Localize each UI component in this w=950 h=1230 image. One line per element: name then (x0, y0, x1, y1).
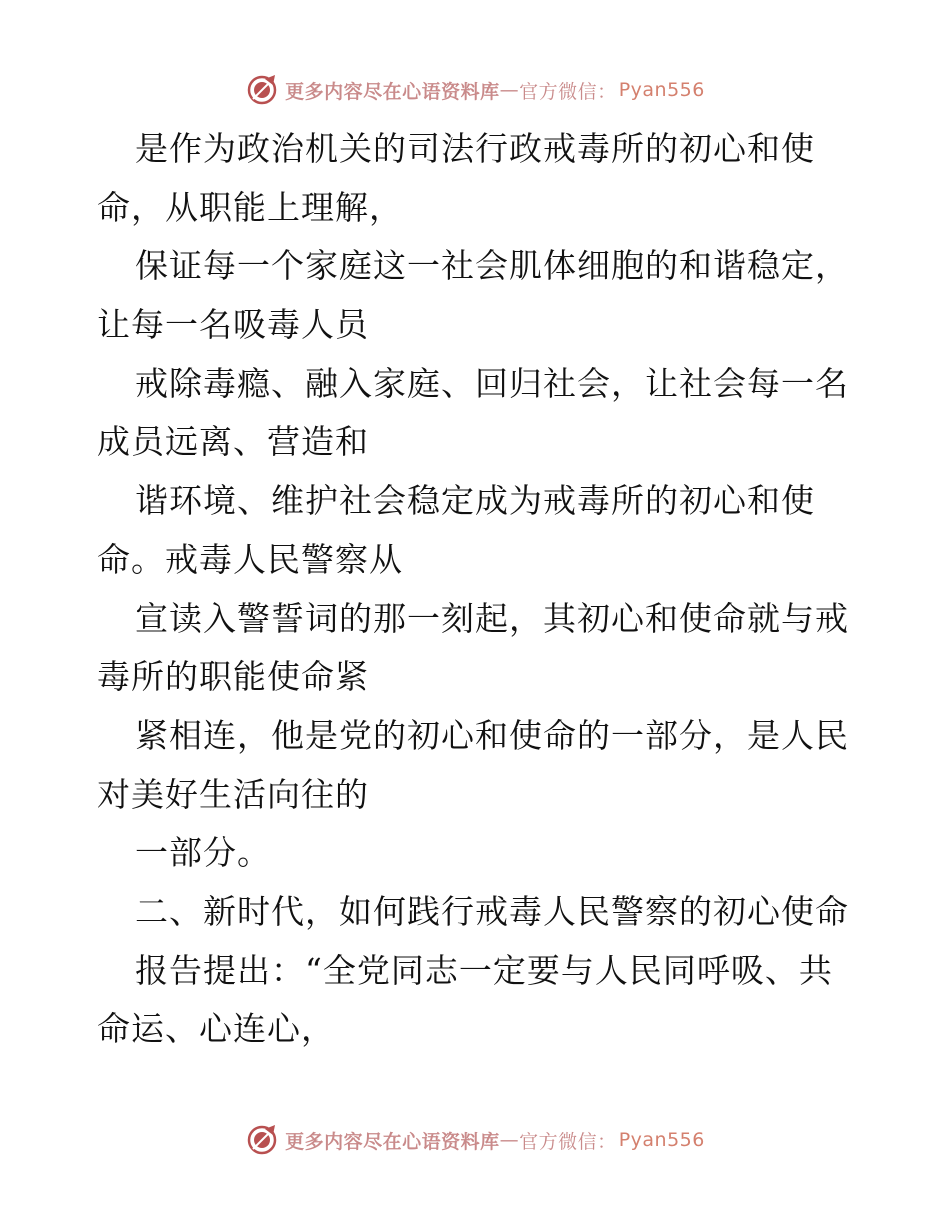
watermark-dash: — (499, 79, 520, 101)
watermark-wechat-id: Pyan556 (618, 79, 705, 101)
text-line: 对美好生活向往的 (97, 774, 369, 814)
watermark-wechat-id: Pyan556 (618, 1129, 705, 1151)
pen-logo-icon (245, 73, 279, 107)
pen-logo-icon (245, 1123, 279, 1157)
section-heading: 二、新时代，如何践行戒毒人民警察的初心使命 (135, 891, 849, 931)
text-line: 保证每一个家庭这一社会肌体细胞的和谐稳定， (135, 246, 849, 286)
text-line: 命运、心连心， (97, 1009, 335, 1049)
text-line: 谐环境、维护社会稳定成为戒毒所的初心和使 (135, 481, 815, 521)
watermark-brand: 更多内容尽在心语资料库 (285, 80, 500, 103)
text-line: 一部分。 (135, 833, 271, 873)
document-body (97, 120, 877, 1059)
watermark-wechat-label: 官方微信： (519, 1130, 617, 1153)
header-watermark (0, 70, 950, 110)
footer-watermark (0, 1120, 950, 1160)
text-line: 命。戒毒人民警察从 (97, 539, 403, 579)
watermark-brand: 更多内容尽在心语资料库 (285, 1130, 500, 1153)
text-line: 成员远离、营造和 (97, 422, 369, 462)
text-line: 让每一名吸毒人员 (97, 305, 369, 345)
text-line: 是作为政治机关的司法行政戒毒所的初心和使 (135, 129, 815, 168)
watermark-wechat-label: 官方微信： (519, 80, 617, 103)
text-line: 毒所的职能使命紧 (97, 657, 369, 697)
text-line: 报告提出：“全党同志一定要与人民同呼吸、共 (135, 950, 833, 990)
watermark-dash: — (499, 1129, 520, 1151)
text-line: 宣读入警誓词的那一刻起，其初心和使命就与戒 (135, 598, 849, 638)
text-line: 命，从职能上理解， (97, 187, 403, 227)
text-line: 紧相连，他是党的初心和使命的一部分，是人民 (135, 715, 849, 755)
text-line: 戒除毒瘾、融入家庭、回归社会，让社会每一名 (135, 363, 849, 403)
